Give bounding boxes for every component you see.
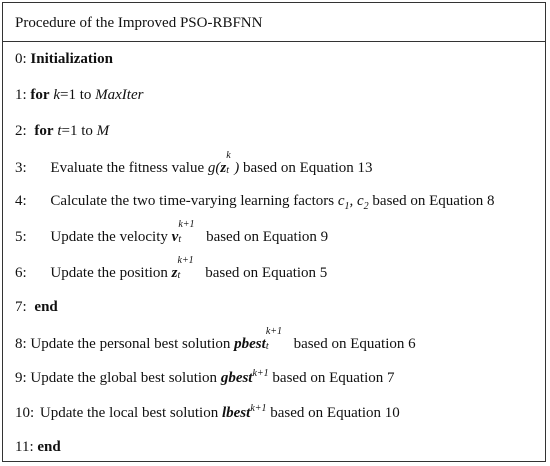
- step-7: [15, 297, 58, 317]
- algorithm-box: [2, 2, 546, 462]
- step-number: 8:: [15, 336, 27, 352]
- step-number: 2:: [15, 123, 27, 139]
- step-10: [15, 403, 400, 423]
- step-text: Update the local best solution: [39, 405, 219, 421]
- math-expression: z k+1 t: [171, 255, 194, 281]
- step-number: 1:: [15, 87, 27, 103]
- step-text: Calculate the two time-varying learning factors: [50, 193, 335, 209]
- step-text: Update the position: [50, 265, 168, 281]
- step-8: [15, 326, 416, 354]
- keyword: end: [34, 299, 58, 315]
- step-9: [15, 368, 394, 388]
- step-number: 10:: [15, 405, 35, 421]
- keyword: for: [30, 87, 50, 103]
- step-number: 6:: [15, 265, 27, 281]
- step-number: 5:: [15, 229, 27, 245]
- math-expression: v k+1 t: [171, 219, 195, 245]
- loop-variable: k: [53, 87, 60, 103]
- step-reference: based on Equation 5: [205, 265, 328, 281]
- step-reference: based on Equation 7: [272, 370, 395, 386]
- step-11: [15, 437, 61, 457]
- loop-limit: MaxIter: [95, 87, 144, 103]
- step-number: 9:: [15, 370, 27, 386]
- loop-range: =1 to: [61, 123, 93, 139]
- step-text: Update the global best solution: [30, 370, 218, 386]
- title-divider: [3, 41, 545, 42]
- step-text: Update the personal best solution: [30, 336, 231, 352]
- math-expression: lbest$^{k+1}$: [221, 402, 267, 421]
- step-number: 0:: [15, 51, 27, 67]
- step-number: 4:: [15, 193, 27, 209]
- keyword: end: [37, 439, 61, 455]
- keyword: for: [34, 123, 54, 139]
- step-6: [15, 255, 328, 283]
- loop-range: =1 to: [60, 87, 92, 103]
- math-expression: g(z k t ): [207, 150, 240, 176]
- step-text: Evaluate the fitness value: [50, 160, 205, 176]
- step-1: [15, 85, 143, 105]
- step-0: [15, 49, 113, 69]
- loop-variable: t: [57, 123, 62, 139]
- step-number: 11:: [15, 439, 34, 455]
- step-reference: based on Equation 8: [372, 193, 495, 209]
- math-expression: $c_1$, $c_2$: [337, 193, 369, 212]
- step-number: 7:: [15, 299, 27, 315]
- step-5: [15, 219, 329, 247]
- algorithm-title: Procedure of the Improved PSO-RBFNN: [15, 15, 263, 31]
- step-reference: based on Equation 6: [293, 336, 416, 352]
- step-reference: based on Equation 10: [270, 405, 400, 421]
- step-reference: based on Equation 9: [206, 229, 329, 245]
- loop-limit: M: [96, 123, 110, 139]
- step-number: 3:: [15, 160, 27, 176]
- step-3: [15, 150, 373, 178]
- math-expression: pbest k+1 t: [234, 326, 282, 352]
- step-2: [15, 121, 109, 141]
- keyword: Initialization: [30, 51, 113, 67]
- step-text: Update the velocity: [50, 229, 168, 245]
- step-reference: based on Equation 13: [242, 160, 373, 176]
- step-4: [15, 191, 494, 211]
- math-expression: gbest$^{k+1}$: [220, 367, 269, 386]
